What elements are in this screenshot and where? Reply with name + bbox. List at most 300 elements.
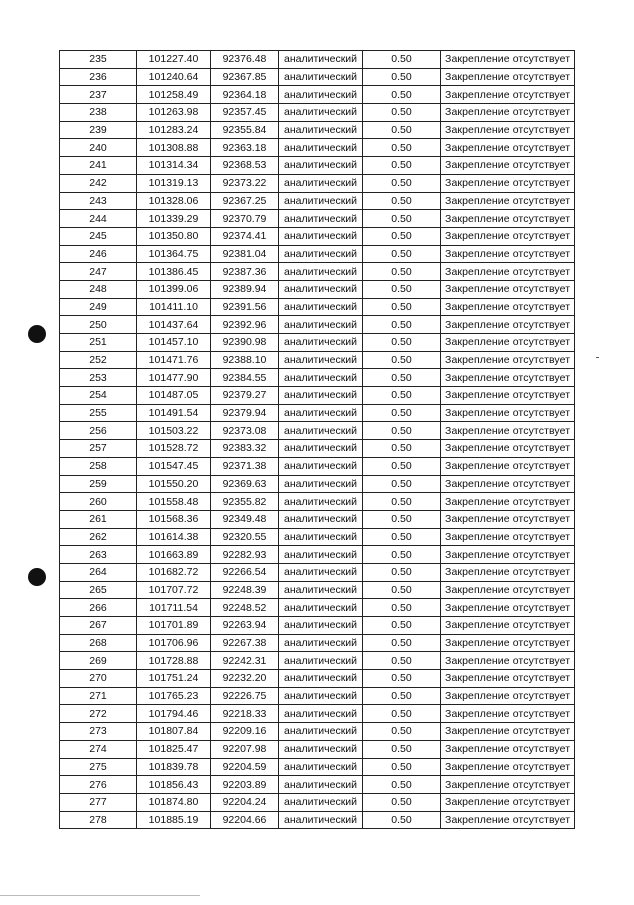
method-cell: аналитический: [279, 104, 363, 122]
accuracy-cell: 0.50: [363, 139, 441, 157]
y-coordinate-cell: 92389.94: [211, 280, 279, 298]
table-row: [60, 121, 575, 139]
point-number-cell: 244: [60, 210, 137, 228]
y-coordinate-cell: 92263.94: [211, 617, 279, 635]
accuracy-cell: 0.50: [363, 776, 441, 794]
table-row: [60, 528, 575, 546]
y-coordinate-cell: 92204.66: [211, 811, 279, 829]
marking-description-cell: Закрепление отсутствует: [441, 581, 575, 599]
table-row: [60, 227, 575, 245]
marking-description-cell: Закрепление отсутствует: [441, 121, 575, 139]
accuracy-cell: 0.50: [363, 652, 441, 670]
y-coordinate-cell: 92355.82: [211, 493, 279, 511]
accuracy-cell: 0.50: [363, 280, 441, 298]
table-row: [60, 192, 575, 210]
y-coordinate-cell: 92373.08: [211, 422, 279, 440]
marking-description-cell: Закрепление отсутствует: [441, 263, 575, 281]
accuracy-cell: 0.50: [363, 68, 441, 86]
y-coordinate-cell: 92248.52: [211, 599, 279, 617]
y-coordinate-cell: 92209.16: [211, 723, 279, 741]
point-number-cell: 274: [60, 740, 137, 758]
method-cell: аналитический: [279, 316, 363, 334]
x-coordinate-cell: 101263.98: [137, 104, 211, 122]
point-number-cell: 270: [60, 670, 137, 688]
point-number-cell: 247: [60, 263, 137, 281]
accuracy-cell: 0.50: [363, 404, 441, 422]
marking-description-cell: Закрепление отсутствует: [441, 599, 575, 617]
table-row: [60, 652, 575, 670]
marking-description-cell: Закрепление отсутствует: [441, 546, 575, 564]
y-coordinate-cell: 92282.93: [211, 546, 279, 564]
x-coordinate-cell: 101471.76: [137, 351, 211, 369]
table-row: [60, 758, 575, 776]
table-row: [60, 493, 575, 511]
method-cell: аналитический: [279, 776, 363, 794]
table-row: [60, 369, 575, 387]
marking-description-cell: Закрепление отсутствует: [441, 210, 575, 228]
x-coordinate-cell: 101807.84: [137, 723, 211, 741]
method-cell: аналитический: [279, 811, 363, 829]
marking-description-cell: Закрепление отсутствует: [441, 758, 575, 776]
method-cell: аналитический: [279, 139, 363, 157]
point-number-cell: 241: [60, 157, 137, 175]
y-coordinate-cell: 92226.75: [211, 687, 279, 705]
table-row: [60, 475, 575, 493]
marking-description-cell: Закрепление отсутствует: [441, 227, 575, 245]
y-coordinate-cell: 92374.41: [211, 227, 279, 245]
x-coordinate-cell: 101528.72: [137, 440, 211, 458]
y-coordinate-cell: 92266.54: [211, 563, 279, 581]
table-row: [60, 634, 575, 652]
table-row: [60, 86, 575, 104]
table-row: [60, 316, 575, 334]
marking-description-cell: Закрепление отсутствует: [441, 351, 575, 369]
method-cell: аналитический: [279, 652, 363, 670]
x-coordinate-cell: 101885.19: [137, 811, 211, 829]
table-row: [60, 280, 575, 298]
table-row: [60, 563, 575, 581]
method-cell: аналитический: [279, 563, 363, 581]
x-coordinate-cell: 101856.43: [137, 776, 211, 794]
point-number-cell: 235: [60, 51, 137, 69]
table-row: [60, 811, 575, 829]
punch-hole: [28, 325, 46, 343]
point-number-cell: 259: [60, 475, 137, 493]
point-number-cell: 243: [60, 192, 137, 210]
method-cell: аналитический: [279, 174, 363, 192]
y-coordinate-cell: 92390.98: [211, 334, 279, 352]
marking-description-cell: Закрепление отсутствует: [441, 634, 575, 652]
point-number-cell: 238: [60, 104, 137, 122]
accuracy-cell: 0.50: [363, 740, 441, 758]
method-cell: аналитический: [279, 758, 363, 776]
x-coordinate-cell: 101319.13: [137, 174, 211, 192]
method-cell: аналитический: [279, 210, 363, 228]
x-coordinate-cell: 101839.78: [137, 758, 211, 776]
table-row: [60, 723, 575, 741]
y-coordinate-cell: 92381.04: [211, 245, 279, 263]
y-coordinate-cell: 92248.39: [211, 581, 279, 599]
y-coordinate-cell: 92368.53: [211, 157, 279, 175]
accuracy-cell: 0.50: [363, 634, 441, 652]
y-coordinate-cell: 92369.63: [211, 475, 279, 493]
y-coordinate-cell: 92367.85: [211, 68, 279, 86]
y-coordinate-cell: 92387.36: [211, 263, 279, 281]
method-cell: аналитический: [279, 617, 363, 635]
accuracy-cell: 0.50: [363, 723, 441, 741]
marking-description-cell: Закрепление отсутствует: [441, 776, 575, 794]
x-coordinate-cell: 101701.89: [137, 617, 211, 635]
method-cell: аналитический: [279, 528, 363, 546]
x-coordinate-cell: 101258.49: [137, 86, 211, 104]
table-row: [60, 546, 575, 564]
x-coordinate-cell: 101568.36: [137, 510, 211, 528]
method-cell: аналитический: [279, 440, 363, 458]
marking-description-cell: Закрепление отсутствует: [441, 174, 575, 192]
accuracy-cell: 0.50: [363, 298, 441, 316]
point-number-cell: 275: [60, 758, 137, 776]
x-coordinate-cell: 101437.64: [137, 316, 211, 334]
y-coordinate-cell: 92384.55: [211, 369, 279, 387]
table-row: [60, 617, 575, 635]
accuracy-cell: 0.50: [363, 104, 441, 122]
method-cell: аналитический: [279, 599, 363, 617]
y-coordinate-cell: 92349.48: [211, 510, 279, 528]
point-number-cell: 246: [60, 245, 137, 263]
point-number-cell: 278: [60, 811, 137, 829]
method-cell: аналитический: [279, 86, 363, 104]
accuracy-cell: 0.50: [363, 334, 441, 352]
y-coordinate-cell: 92357.45: [211, 104, 279, 122]
y-coordinate-cell: 92367.25: [211, 192, 279, 210]
x-coordinate-cell: 101457.10: [137, 334, 211, 352]
method-cell: аналитический: [279, 280, 363, 298]
table-row: [60, 793, 575, 811]
point-number-cell: 276: [60, 776, 137, 794]
marking-description-cell: Закрепление отсутствует: [441, 104, 575, 122]
marking-description-cell: Закрепление отсутствует: [441, 139, 575, 157]
table-row: [60, 440, 575, 458]
point-number-cell: 260: [60, 493, 137, 511]
footer-rule: [0, 895, 200, 896]
accuracy-cell: 0.50: [363, 192, 441, 210]
accuracy-cell: 0.50: [363, 599, 441, 617]
marking-description-cell: Закрепление отсутствует: [441, 245, 575, 263]
y-coordinate-cell: 92392.96: [211, 316, 279, 334]
table-row: [60, 740, 575, 758]
table-row: [60, 670, 575, 688]
method-cell: аналитический: [279, 581, 363, 599]
x-coordinate-cell: 101364.75: [137, 245, 211, 263]
accuracy-cell: 0.50: [363, 263, 441, 281]
x-coordinate-cell: 101386.45: [137, 263, 211, 281]
marking-description-cell: Закрепление отсутствует: [441, 723, 575, 741]
marking-description-cell: Закрепление отсутствует: [441, 705, 575, 723]
accuracy-cell: 0.50: [363, 475, 441, 493]
x-coordinate-cell: 101328.06: [137, 192, 211, 210]
table-row: [60, 387, 575, 405]
table-row: [60, 351, 575, 369]
y-coordinate-cell: 92371.38: [211, 457, 279, 475]
method-cell: аналитический: [279, 192, 363, 210]
table-row: [60, 174, 575, 192]
method-cell: аналитический: [279, 422, 363, 440]
method-cell: аналитический: [279, 687, 363, 705]
x-coordinate-cell: 101711.54: [137, 599, 211, 617]
y-coordinate-cell: 92218.33: [211, 705, 279, 723]
x-coordinate-cell: 101339.29: [137, 210, 211, 228]
method-cell: аналитический: [279, 68, 363, 86]
accuracy-cell: 0.50: [363, 811, 441, 829]
y-coordinate-cell: 92379.27: [211, 387, 279, 405]
accuracy-cell: 0.50: [363, 121, 441, 139]
y-coordinate-cell: 92204.59: [211, 758, 279, 776]
point-number-cell: 253: [60, 369, 137, 387]
marking-description-cell: Закрепление отсутствует: [441, 617, 575, 635]
x-coordinate-cell: 101874.80: [137, 793, 211, 811]
point-number-cell: 264: [60, 563, 137, 581]
accuracy-cell: 0.50: [363, 670, 441, 688]
y-coordinate-cell: 92232.20: [211, 670, 279, 688]
point-number-cell: 273: [60, 723, 137, 741]
y-coordinate-cell: 92383.32: [211, 440, 279, 458]
method-cell: аналитический: [279, 723, 363, 741]
x-coordinate-cell: 101227.40: [137, 51, 211, 69]
point-number-cell: 239: [60, 121, 137, 139]
method-cell: аналитический: [279, 51, 363, 69]
marking-description-cell: Закрепление отсутствует: [441, 652, 575, 670]
point-number-cell: 258: [60, 457, 137, 475]
y-coordinate-cell: 92373.22: [211, 174, 279, 192]
accuracy-cell: 0.50: [363, 687, 441, 705]
marking-description-cell: Закрепление отсутствует: [441, 387, 575, 405]
marking-description-cell: Закрепление отсутствует: [441, 670, 575, 688]
point-number-cell: 271: [60, 687, 137, 705]
method-cell: аналитический: [279, 387, 363, 405]
x-coordinate-cell: 101399.06: [137, 280, 211, 298]
method-cell: аналитический: [279, 334, 363, 352]
marking-description-cell: Закрепление отсутствует: [441, 404, 575, 422]
y-coordinate-cell: 92207.98: [211, 740, 279, 758]
accuracy-cell: 0.50: [363, 528, 441, 546]
y-coordinate-cell: 92388.10: [211, 351, 279, 369]
accuracy-cell: 0.50: [363, 457, 441, 475]
y-coordinate-cell: 92242.31: [211, 652, 279, 670]
accuracy-cell: 0.50: [363, 440, 441, 458]
x-coordinate-cell: 101706.96: [137, 634, 211, 652]
table-row: [60, 581, 575, 599]
method-cell: аналитический: [279, 263, 363, 281]
marking-description-cell: Закрепление отсутствует: [441, 334, 575, 352]
marking-description-cell: Закрепление отсутствует: [441, 740, 575, 758]
marking-description-cell: Закрепление отсутствует: [441, 422, 575, 440]
marking-description-cell: Закрепление отсутствует: [441, 86, 575, 104]
x-coordinate-cell: 101547.45: [137, 457, 211, 475]
point-number-cell: 261: [60, 510, 137, 528]
method-cell: аналитический: [279, 121, 363, 139]
x-coordinate-cell: 101682.72: [137, 563, 211, 581]
point-number-cell: 252: [60, 351, 137, 369]
marking-description-cell: Закрепление отсутствует: [441, 68, 575, 86]
x-coordinate-cell: 101240.64: [137, 68, 211, 86]
method-cell: аналитический: [279, 457, 363, 475]
method-cell: аналитический: [279, 670, 363, 688]
marking-description-cell: Закрепление отсутствует: [441, 51, 575, 69]
x-coordinate-cell: 101765.23: [137, 687, 211, 705]
table-row: [60, 104, 575, 122]
marking-description-cell: Закрепление отсутствует: [441, 493, 575, 511]
x-coordinate-cell: 101794.46: [137, 705, 211, 723]
x-coordinate-cell: 101558.48: [137, 493, 211, 511]
x-coordinate-cell: 101491.54: [137, 404, 211, 422]
accuracy-cell: 0.50: [363, 157, 441, 175]
marking-description-cell: Закрепление отсутствует: [441, 440, 575, 458]
accuracy-cell: 0.50: [363, 316, 441, 334]
accuracy-cell: 0.50: [363, 422, 441, 440]
accuracy-cell: 0.50: [363, 245, 441, 263]
marking-description-cell: Закрепление отсутствует: [441, 793, 575, 811]
point-number-cell: 277: [60, 793, 137, 811]
table-row: [60, 705, 575, 723]
x-coordinate-cell: 101614.38: [137, 528, 211, 546]
accuracy-cell: 0.50: [363, 705, 441, 723]
method-cell: аналитический: [279, 245, 363, 263]
method-cell: аналитический: [279, 510, 363, 528]
point-number-cell: 242: [60, 174, 137, 192]
table-row: [60, 68, 575, 86]
point-number-cell: 268: [60, 634, 137, 652]
marking-description-cell: Закрепление отсутствует: [441, 192, 575, 210]
method-cell: аналитический: [279, 404, 363, 422]
method-cell: аналитический: [279, 351, 363, 369]
table-row: [60, 334, 575, 352]
point-number-cell: 240: [60, 139, 137, 157]
marking-description-cell: Закрепление отсутствует: [441, 811, 575, 829]
punch-hole: [28, 568, 46, 586]
accuracy-cell: 0.50: [363, 86, 441, 104]
table-row: [60, 457, 575, 475]
table-row: [60, 51, 575, 69]
marking-description-cell: Закрепление отсутствует: [441, 280, 575, 298]
point-number-cell: 266: [60, 599, 137, 617]
table-row: [60, 776, 575, 794]
method-cell: аналитический: [279, 157, 363, 175]
scan-speck: [596, 357, 599, 358]
method-cell: аналитический: [279, 369, 363, 387]
marking-description-cell: Закрепление отсутствует: [441, 157, 575, 175]
point-number-cell: 236: [60, 68, 137, 86]
method-cell: аналитический: [279, 793, 363, 811]
x-coordinate-cell: 101825.47: [137, 740, 211, 758]
x-coordinate-cell: 101477.90: [137, 369, 211, 387]
accuracy-cell: 0.50: [363, 581, 441, 599]
table-row: [60, 510, 575, 528]
method-cell: аналитический: [279, 298, 363, 316]
marking-description-cell: Закрепление отсутствует: [441, 298, 575, 316]
point-number-cell: 245: [60, 227, 137, 245]
point-number-cell: 265: [60, 581, 137, 599]
point-number-cell: 251: [60, 334, 137, 352]
y-coordinate-cell: 92204.24: [211, 793, 279, 811]
accuracy-cell: 0.50: [363, 210, 441, 228]
method-cell: аналитический: [279, 227, 363, 245]
y-coordinate-cell: 92379.94: [211, 404, 279, 422]
y-coordinate-cell: 92355.84: [211, 121, 279, 139]
accuracy-cell: 0.50: [363, 493, 441, 511]
table-row: [60, 157, 575, 175]
marking-description-cell: Закрепление отсутствует: [441, 528, 575, 546]
x-coordinate-cell: 101751.24: [137, 670, 211, 688]
table-row: [60, 210, 575, 228]
x-coordinate-cell: 101350.80: [137, 227, 211, 245]
table-row: [60, 139, 575, 157]
table-row: [60, 298, 575, 316]
table-row: [60, 599, 575, 617]
y-coordinate-cell: 92363.18: [211, 139, 279, 157]
y-coordinate-cell: 92364.18: [211, 86, 279, 104]
table-row: [60, 422, 575, 440]
accuracy-cell: 0.50: [363, 369, 441, 387]
accuracy-cell: 0.50: [363, 351, 441, 369]
marking-description-cell: Закрепление отсутствует: [441, 369, 575, 387]
point-number-cell: 237: [60, 86, 137, 104]
point-number-cell: 267: [60, 617, 137, 635]
marking-description-cell: Закрепление отсутствует: [441, 475, 575, 493]
y-coordinate-cell: 92370.79: [211, 210, 279, 228]
y-coordinate-cell: 92267.38: [211, 634, 279, 652]
table-row: [60, 245, 575, 263]
accuracy-cell: 0.50: [363, 227, 441, 245]
y-coordinate-cell: 92376.48: [211, 51, 279, 69]
point-number-cell: 262: [60, 528, 137, 546]
point-number-cell: 269: [60, 652, 137, 670]
x-coordinate-cell: 101728.88: [137, 652, 211, 670]
coordinates-table: [59, 50, 575, 829]
point-number-cell: 254: [60, 387, 137, 405]
y-coordinate-cell: 92203.89: [211, 776, 279, 794]
point-number-cell: 256: [60, 422, 137, 440]
method-cell: аналитический: [279, 634, 363, 652]
x-coordinate-cell: 101503.22: [137, 422, 211, 440]
x-coordinate-cell: 101550.20: [137, 475, 211, 493]
accuracy-cell: 0.50: [363, 387, 441, 405]
marking-description-cell: Закрепление отсутствует: [441, 687, 575, 705]
marking-description-cell: Закрепление отсутствует: [441, 510, 575, 528]
point-number-cell: 248: [60, 280, 137, 298]
point-number-cell: 257: [60, 440, 137, 458]
point-number-cell: 272: [60, 705, 137, 723]
accuracy-cell: 0.50: [363, 510, 441, 528]
marking-description-cell: Закрепление отсутствует: [441, 457, 575, 475]
accuracy-cell: 0.50: [363, 793, 441, 811]
table-row: [60, 263, 575, 281]
coordinates-table-body: [60, 51, 575, 829]
accuracy-cell: 0.50: [363, 174, 441, 192]
point-number-cell: 263: [60, 546, 137, 564]
x-coordinate-cell: 101283.24: [137, 121, 211, 139]
method-cell: аналитический: [279, 475, 363, 493]
x-coordinate-cell: 101707.72: [137, 581, 211, 599]
x-coordinate-cell: 101663.89: [137, 546, 211, 564]
y-coordinate-cell: 92320.55: [211, 528, 279, 546]
point-number-cell: 255: [60, 404, 137, 422]
x-coordinate-cell: 101411.10: [137, 298, 211, 316]
x-coordinate-cell: 101308.88: [137, 139, 211, 157]
method-cell: аналитический: [279, 546, 363, 564]
marking-description-cell: Закрепление отсутствует: [441, 316, 575, 334]
accuracy-cell: 0.50: [363, 758, 441, 776]
point-number-cell: 250: [60, 316, 137, 334]
